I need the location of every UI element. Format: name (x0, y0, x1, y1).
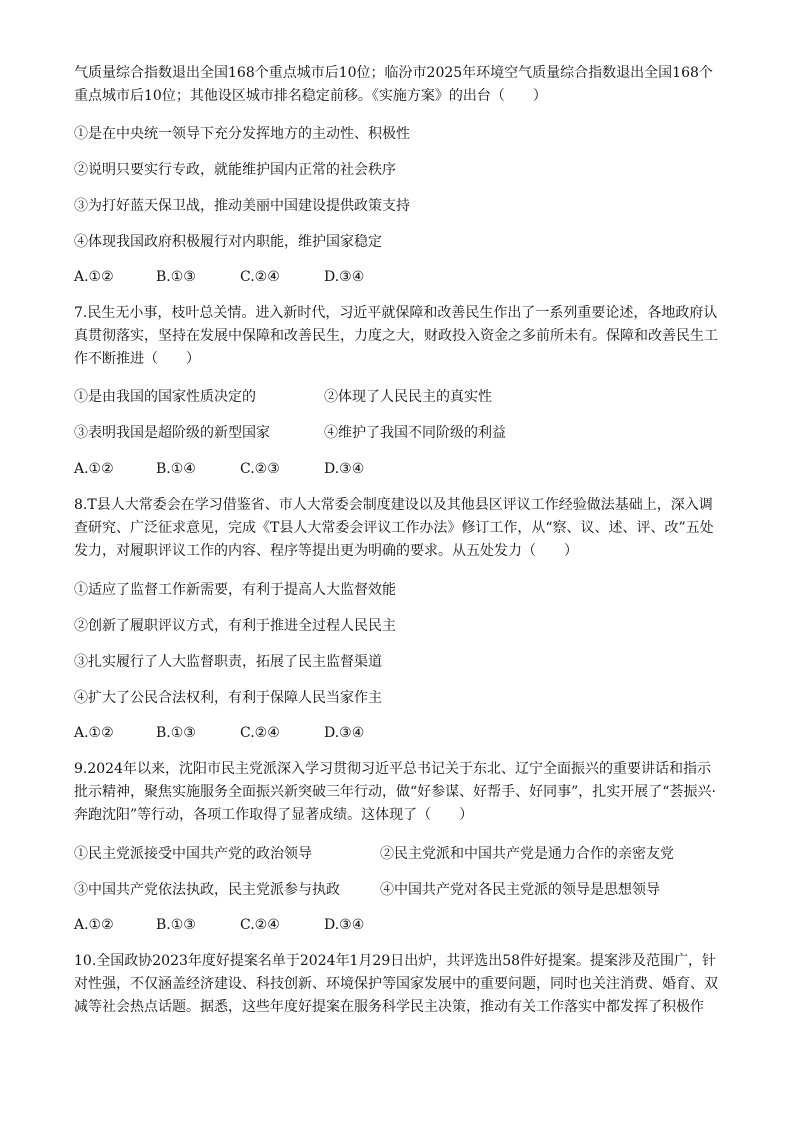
q8-stem: 8.T县人大常委会在学习借鉴省、市人大常委会制度建设以及其他县区评议工作经验做法基础上，深入调查研究、广泛征求意见，完成《T县人大常委会评议工作办法》修订工作，从“察、议、述、评、改”五处发力，对履职评议工作的内容、程序等提出更为明确的要求。从五处发力（ ） (74, 497, 714, 559)
q6-stem-tail: 气质量综合指数退出全国168个重点城市后10位；临汾市2025年环境空气质量综合指数退出全国168个重点城市后10位；其他设区城市排名稳定前移。《实施方案》的出台（ ） (74, 65, 713, 104)
q6-option-1: ①是在中央统一领导下充分发挥地方的主动性、积极性 (74, 126, 410, 142)
choice-a: A.①② (74, 917, 114, 933)
q8-option-4: ④扩大了公民合法权利，有利于保障人民当家作主 (74, 690, 382, 706)
q6-option-2: ②说明只要实行专政，就能维护国内正常的社会秩序 (74, 162, 396, 178)
q10-stem: 10.全国政协2023年度好提案名单于2024年1月29日出炉，共评选出58件好提案。提案涉及范围广，针对性强，不仅涵盖经济建设、科技创新、环境保护等国家发展中的重要问题，同时也关注消费、婚育、双减等社会热点话题。据悉，这些年度好提案在服务科学民主决策，推动有关工作落实中都发挥了积极作 (74, 953, 718, 1015)
q9-choices (74, 915, 364, 935)
q9-option-3: ③中国共产党依法执政，民主党派参与执政 (74, 882, 340, 898)
choice-a: A.①② (74, 461, 114, 477)
choice-c: C.②④ (240, 725, 280, 741)
q9-option-1: ①民主党派接受中国共产党的政治领导 (74, 846, 312, 862)
q9-option-4: ④中国共产党对各民主党派的领导是思想领导 (380, 882, 660, 898)
choice-d: D.③④ (324, 725, 365, 741)
q6-option-4: ④体现我国政府积极履行对内职能，维护国家稳定 (74, 234, 382, 250)
q7-option-3: ③表明我国是超阶级的新型国家 (74, 425, 270, 441)
choice-b: B.①③ (156, 917, 196, 933)
q8-option-2: ②创新了履职评议方式，有利于推进全过程人民民主 (74, 618, 396, 634)
q7-stem: 7.民生无小事，枝叶总关情。进入新时代，习近平就保障和改善民生作出了一系列重要论述，各地政府认真贯彻落实，坚持在发展中保障和改善民生，力度之大，财政投入资金之多前所未有。保障和改善民生工作不断推进（ ） (74, 305, 718, 367)
choice-c: C.②④ (240, 269, 280, 285)
choice-b: B.①③ (156, 269, 196, 285)
q8-option-3: ③扎实履行了人大监督职责，拓展了民主监督渠道 (74, 654, 382, 670)
choice-d: D.③④ (324, 461, 365, 477)
choice-a: A.①② (74, 269, 114, 285)
choice-b: B.①③ (156, 725, 196, 741)
choice-c: C.②③ (240, 461, 280, 477)
choice-c: C.②④ (240, 917, 280, 933)
q8-option-1: ①适应了监督工作新需要，有利于提高人大监督效能 (74, 582, 396, 598)
q6-option-3: ③为打好蓝天保卫战，推动美丽中国建设提供政策支持 (74, 198, 410, 214)
choice-a: A.①② (74, 725, 114, 741)
choice-d: D.③④ (324, 269, 365, 285)
q6-choices (74, 267, 364, 287)
q9-option-2: ②民主党派和中国共产党是通力合作的亲密友党 (380, 846, 674, 862)
q7-option-4: ④维护了我国不同阶级的利益 (324, 425, 506, 441)
q7-option-1: ①是由我国的国家性质决定的 (74, 389, 256, 405)
q7-choices (74, 459, 364, 479)
choice-b: B.①④ (156, 461, 196, 477)
choice-d: D.③④ (324, 917, 365, 933)
q8-choices (74, 723, 364, 743)
q7-option-2: ②体现了人民民主的真实性 (324, 389, 492, 405)
q9-stem: 9.2024年以来，沈阳市民主党派深入学习贯彻习近平总书记关于东北、辽宁全面振兴的重要讲话和指示批示精神，聚焦实施服务全面振兴新突破三年行动，做“好参谋、好帮手、好同事”，扎实开展了“荟振兴·奔跑沈阳”等行动，各项工作取得了显著成绩。这体现了（ ） (74, 761, 716, 823)
